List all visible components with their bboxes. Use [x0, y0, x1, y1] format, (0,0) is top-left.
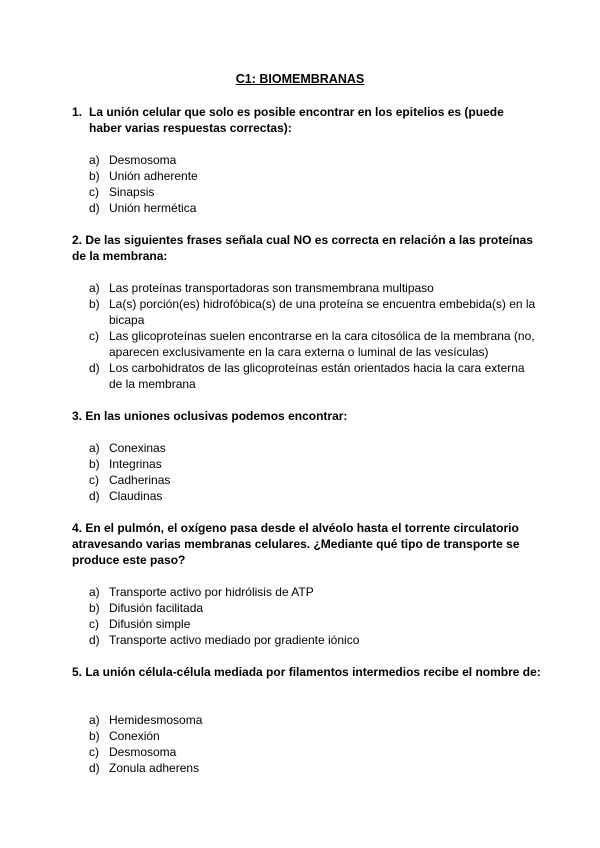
question-5	[72, 664, 542, 680]
option	[89, 744, 539, 760]
option-text: Integrinas	[109, 457, 162, 471]
option	[89, 760, 539, 776]
option-letter: b)	[89, 601, 100, 615]
question-text: La unión celular que solo es posible encontrar en los epitelios es (puede haber varias respuestas correctas):	[89, 105, 504, 135]
option-text: Desmosoma	[109, 153, 177, 167]
question-3	[72, 408, 542, 424]
option-text: Transporte activo mediado por gradiente iónico	[109, 633, 360, 647]
option	[89, 712, 539, 728]
option-letter: d)	[89, 361, 100, 375]
option-text: Cadherinas	[109, 473, 171, 487]
option-text: Conexión	[109, 729, 160, 743]
question-text: 3. En las uniones oclusivas podemos encontrar:	[72, 409, 348, 423]
option-text: La(s) porción(es) hidrofóbica(s) de una proteína se encuentra embebida(s) en la bicapa	[109, 297, 536, 327]
option	[89, 488, 539, 504]
question-1-options	[89, 152, 539, 216]
option-letter: a)	[89, 153, 100, 167]
option-letter: c)	[89, 329, 99, 343]
option-letter: c)	[89, 617, 99, 631]
option-letter: b)	[89, 297, 100, 311]
question-2-options	[89, 280, 539, 392]
option-text: Conexinas	[109, 441, 166, 455]
option-letter: a)	[89, 585, 100, 599]
option	[89, 184, 539, 200]
option-letter: d)	[89, 633, 100, 647]
option-letter: a)	[89, 441, 100, 455]
option	[89, 200, 539, 216]
option	[89, 360, 539, 392]
question-text: 5. La unión célula-célula mediada por filamentos intermedios recibe el nombre de:	[72, 665, 541, 679]
option-letter: d)	[89, 489, 100, 503]
option	[89, 600, 539, 616]
option-text: Unión adherente	[109, 169, 198, 183]
option-text: Desmosoma	[109, 745, 177, 759]
question-4	[72, 520, 542, 568]
option-text: Unión hermética	[109, 201, 197, 215]
option	[89, 328, 539, 360]
option	[89, 296, 539, 328]
option-text: Sinapsis	[109, 185, 155, 199]
option-letter: c)	[89, 473, 99, 487]
option	[89, 280, 539, 296]
question-5-options	[89, 712, 539, 776]
option	[89, 584, 539, 600]
option	[89, 456, 539, 472]
question-4-options	[89, 584, 539, 648]
question-1	[72, 104, 529, 136]
option-text: Hemidesmosoma	[109, 713, 203, 727]
option-text: Las glicoproteínas suelen encontrarse en la cara citosólica de la membrana (no, aparecen exclusivamente en la cara externa o luminal de las vesículas)	[109, 329, 535, 359]
question-text: 2. De las siguientes frases señala cual NO es correcta en relación a las proteínas de la membrana:	[72, 233, 533, 263]
option-text: Difusión facilitada	[109, 601, 204, 615]
question-2	[72, 232, 542, 264]
option	[89, 616, 539, 632]
option-letter: b)	[89, 169, 100, 183]
option	[89, 632, 539, 648]
option-text: Zonula adherens	[109, 761, 200, 775]
option-letter: d)	[89, 201, 100, 215]
option-letter: a)	[89, 281, 100, 295]
option-letter: a)	[89, 713, 100, 727]
option-text: Claudinas	[109, 489, 163, 503]
question-number: 1.	[72, 105, 83, 119]
option-text: Transporte activo por hidrólisis de ATP	[109, 585, 314, 599]
page-title: C1: BIOMEMBRANAS	[235, 72, 365, 86]
option-text: Las proteínas transportadoras son transmembrana multipaso	[109, 281, 434, 295]
option	[89, 168, 539, 184]
option-letter: b)	[89, 729, 100, 743]
option	[89, 440, 539, 456]
option-letter: c)	[89, 745, 99, 759]
option	[89, 728, 539, 744]
option	[89, 152, 539, 168]
option-letter: b)	[89, 457, 100, 471]
question-text: 4. En el pulmón, el oxígeno pasa desde el alvéolo hasta el torrente circulatorio atravesando varias membranas celulares. ¿Mediante qué tipo de transporte se produce este paso?	[72, 521, 520, 567]
option-letter: d)	[89, 761, 100, 775]
option-letter: c)	[89, 185, 99, 199]
option	[89, 472, 539, 488]
question-3-options	[89, 440, 539, 504]
option-text: Los carbohidratos de las glicoproteínas están orientados hacia la cara externa de la membrana	[109, 361, 525, 391]
option-text: Difusión simple	[109, 617, 191, 631]
